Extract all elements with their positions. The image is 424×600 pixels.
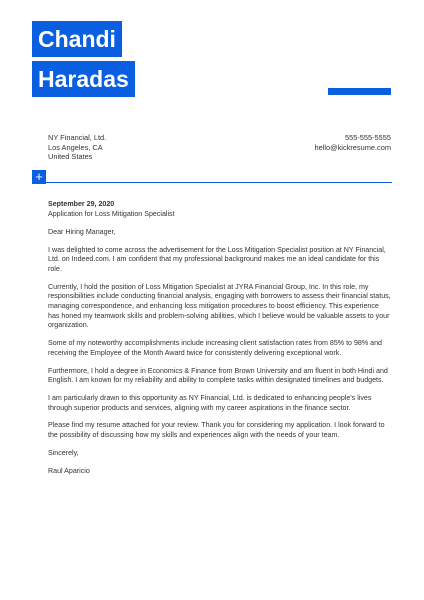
recipient-company: NY Financial, Ltd. bbox=[48, 133, 107, 142]
letter-paragraph: Please find my resume attached for your review. Thank you for considering my application. I look forward to the possibility of discussing how my skills and experiences align with the needs of your team. bbox=[48, 421, 385, 440]
accent-bar bbox=[328, 88, 391, 95]
recipient-country: United States bbox=[48, 152, 93, 162]
recipient-address bbox=[48, 133, 106, 162]
letter-closing: Sincerely, bbox=[48, 448, 79, 457]
letter-signature: Raul Aparicio bbox=[48, 466, 90, 475]
letter-paragraph: Currently, I hold the position of Loss Mitigation Specialist at JYRA Financial Group, Inc. In this role, my responsibilities include conducting financial analysis, engaging with borrowers to assess their financial status, managing correspondence, and enhancing loss mitigation procedures to boost efficiency. This experience has honed my teamwork skills and problem-solving abilities, which I believe would be valuable assets to your organization. bbox=[48, 282, 391, 330]
letter-paragraph: Some of my noteworthy accomplishments include increasing client satisfaction rates from 85% to 98% and receiving the Employee of the Month Award twice for consistently delivering exceptional work. bbox=[48, 339, 382, 357]
first-name: Chandi bbox=[32, 21, 122, 57]
sender-email: hello@kickresume.com bbox=[314, 142, 391, 152]
letter-paragraph: I am particularly drawn to this opportunity as NY Financial, Ltd. is dedicated to enhancing people's lives through superior products and services, aligning with my career aspirations in the finance sector. bbox=[48, 393, 372, 412]
letter-subject: Application for Loss Mitigation Specialist bbox=[48, 209, 175, 218]
last-name: Haradas bbox=[32, 61, 135, 97]
sender-phone: 555-555-5555 bbox=[344, 133, 391, 142]
sender-contact bbox=[314, 133, 391, 152]
letter-greeting: Dear Hiring Manager, bbox=[48, 227, 116, 236]
recipient-city: Los Angeles, CA bbox=[48, 142, 103, 152]
letter-date: September 29, 2020 bbox=[48, 200, 115, 208]
plus-icon: + bbox=[32, 170, 46, 184]
letter-paragraph: I was delighted to come across the advertisement for the Loss Mitigation Specialist position at NY Financial, Ltd. on Indeed.com. I am confident that my professional background makes me an ideal candidate for this role. bbox=[48, 245, 386, 273]
letter-paragraph: Furthermore, I hold a degree in Economics & Finance from Brown University and am fluent in both Hindi and English. I am known for my reliability and ability to complete tasks within designated timelines and budgets. bbox=[48, 366, 388, 385]
section-divider bbox=[46, 182, 392, 183]
letter-body bbox=[48, 200, 392, 485]
